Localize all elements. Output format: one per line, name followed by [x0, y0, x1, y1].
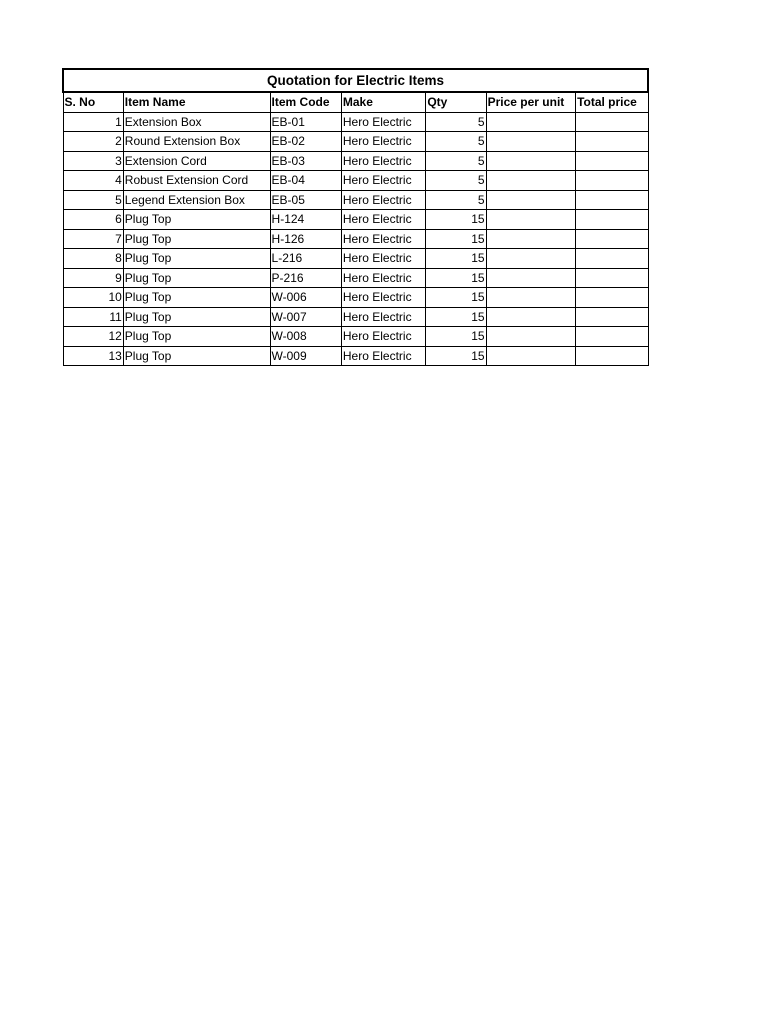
cell-item-name[interactable]: Plug Top: [123, 307, 270, 327]
table-row: [63, 171, 648, 191]
cell-price-per-unit[interactable]: [486, 171, 575, 191]
cell-item-code[interactable]: W-009: [270, 346, 341, 366]
cell-sno[interactable]: 3: [63, 151, 123, 171]
cell-make[interactable]: Hero Electric: [341, 132, 425, 152]
cell-price-per-unit[interactable]: [486, 210, 575, 230]
cell-price-per-unit[interactable]: [486, 190, 575, 210]
header-make[interactable]: Make: [341, 92, 425, 112]
header-qty[interactable]: Qty: [426, 92, 486, 112]
header-price-per-unit[interactable]: Price per unit: [486, 92, 575, 112]
cell-total-price[interactable]: [576, 346, 648, 366]
cell-qty[interactable]: 5: [426, 112, 486, 132]
cell-make[interactable]: Hero Electric: [341, 288, 425, 308]
cell-sno[interactable]: 6: [63, 210, 123, 230]
table-row: [63, 210, 648, 230]
cell-item-name[interactable]: Extension Box: [123, 112, 270, 132]
cell-make[interactable]: Hero Electric: [341, 346, 425, 366]
table-title[interactable]: Quotation for Electric Items: [63, 69, 648, 92]
cell-item-name[interactable]: Plug Top: [123, 229, 270, 249]
cell-total-price[interactable]: [576, 268, 648, 288]
cell-price-per-unit[interactable]: [486, 288, 575, 308]
cell-qty[interactable]: 5: [426, 151, 486, 171]
cell-qty[interactable]: 15: [426, 346, 486, 366]
cell-item-name[interactable]: Extension Cord: [123, 151, 270, 171]
cell-item-code[interactable]: H-126: [270, 229, 341, 249]
cell-price-per-unit[interactable]: [486, 249, 575, 269]
cell-sno[interactable]: 9: [63, 268, 123, 288]
cell-item-code[interactable]: EB-02: [270, 132, 341, 152]
quotation-table: [62, 68, 649, 366]
cell-make[interactable]: Hero Electric: [341, 210, 425, 230]
header-item-name[interactable]: Item Name: [123, 92, 270, 112]
cell-item-code[interactable]: EB-01: [270, 112, 341, 132]
cell-sno[interactable]: 8: [63, 249, 123, 269]
cell-qty[interactable]: 5: [426, 190, 486, 210]
quotation-sheet: [62, 68, 649, 366]
cell-item-code[interactable]: EB-05: [270, 190, 341, 210]
table-row: [63, 268, 648, 288]
cell-make[interactable]: Hero Electric: [341, 307, 425, 327]
cell-total-price[interactable]: [576, 307, 648, 327]
table-row: [63, 132, 648, 152]
cell-price-per-unit[interactable]: [486, 229, 575, 249]
table-row: [63, 249, 648, 269]
table-row: [63, 327, 648, 347]
cell-total-price[interactable]: [576, 210, 648, 230]
cell-sno[interactable]: 10: [63, 288, 123, 308]
cell-sno[interactable]: 7: [63, 229, 123, 249]
cell-qty[interactable]: 15: [426, 249, 486, 269]
header-row: [63, 92, 648, 112]
table-row: [63, 190, 648, 210]
cell-price-per-unit[interactable]: [486, 132, 575, 152]
cell-qty[interactable]: 15: [426, 210, 486, 230]
cell-make[interactable]: Hero Electric: [341, 151, 425, 171]
cell-item-name[interactable]: Plug Top: [123, 327, 270, 347]
cell-item-code[interactable]: EB-03: [270, 151, 341, 171]
cell-make[interactable]: Hero Electric: [341, 268, 425, 288]
cell-sno[interactable]: 12: [63, 327, 123, 347]
cell-item-name[interactable]: Legend Extension Box: [123, 190, 270, 210]
cell-item-name[interactable]: Plug Top: [123, 288, 270, 308]
cell-qty[interactable]: 5: [426, 132, 486, 152]
cell-qty[interactable]: 15: [426, 229, 486, 249]
cell-price-per-unit[interactable]: [486, 327, 575, 347]
cell-total-price[interactable]: [576, 151, 648, 171]
cell-sno[interactable]: 1: [63, 112, 123, 132]
cell-item-name[interactable]: Robust Extension Cord: [123, 171, 270, 191]
cell-make[interactable]: Hero Electric: [341, 249, 425, 269]
cell-make[interactable]: Hero Electric: [341, 229, 425, 249]
table-row: [63, 307, 648, 327]
cell-price-per-unit[interactable]: [486, 112, 575, 132]
table-body: [63, 112, 648, 366]
cell-item-code[interactable]: W-008: [270, 327, 341, 347]
cell-item-code[interactable]: W-007: [270, 307, 341, 327]
cell-total-price[interactable]: [576, 249, 648, 269]
cell-sno[interactable]: 13: [63, 346, 123, 366]
cell-item-code[interactable]: L-216: [270, 249, 341, 269]
cell-item-name[interactable]: Plug Top: [123, 249, 270, 269]
cell-total-price[interactable]: [576, 229, 648, 249]
cell-total-price[interactable]: [576, 112, 648, 132]
cell-qty[interactable]: 15: [426, 268, 486, 288]
cell-item-code[interactable]: EB-04: [270, 171, 341, 191]
cell-item-name[interactable]: Plug Top: [123, 346, 270, 366]
cell-item-name[interactable]: Plug Top: [123, 210, 270, 230]
header-item-code[interactable]: Item Code: [270, 92, 341, 112]
cell-qty[interactable]: 15: [426, 327, 486, 347]
title-row: [63, 69, 648, 92]
cell-sno[interactable]: 4: [63, 171, 123, 191]
cell-sno[interactable]: 2: [63, 132, 123, 152]
cell-make[interactable]: Hero Electric: [341, 327, 425, 347]
cell-total-price[interactable]: [576, 190, 648, 210]
cell-item-name[interactable]: Plug Top: [123, 268, 270, 288]
cell-item-code[interactable]: H-124: [270, 210, 341, 230]
cell-make[interactable]: Hero Electric: [341, 190, 425, 210]
cell-qty[interactable]: 5: [426, 171, 486, 191]
table-row: [63, 346, 648, 366]
cell-total-price[interactable]: [576, 132, 648, 152]
cell-sno[interactable]: 5: [63, 190, 123, 210]
cell-price-per-unit[interactable]: [486, 307, 575, 327]
cell-make[interactable]: Hero Electric: [341, 171, 425, 191]
cell-total-price[interactable]: [576, 327, 648, 347]
cell-sno[interactable]: 11: [63, 307, 123, 327]
cell-total-price[interactable]: [576, 288, 648, 308]
header-total-price[interactable]: Total price: [576, 92, 648, 112]
cell-price-per-unit[interactable]: [486, 268, 575, 288]
cell-qty[interactable]: 15: [426, 307, 486, 327]
header-sno[interactable]: S. No: [63, 92, 123, 112]
table-row: [63, 288, 648, 308]
cell-qty[interactable]: 15: [426, 288, 486, 308]
table-row: [63, 229, 648, 249]
cell-make[interactable]: Hero Electric: [341, 112, 425, 132]
table-row: [63, 151, 648, 171]
cell-item-name[interactable]: Round Extension Box: [123, 132, 270, 152]
cell-item-code[interactable]: P-216: [270, 268, 341, 288]
cell-total-price[interactable]: [576, 171, 648, 191]
table-row: [63, 112, 648, 132]
cell-price-per-unit[interactable]: [486, 346, 575, 366]
cell-price-per-unit[interactable]: [486, 151, 575, 171]
cell-item-code[interactable]: W-006: [270, 288, 341, 308]
